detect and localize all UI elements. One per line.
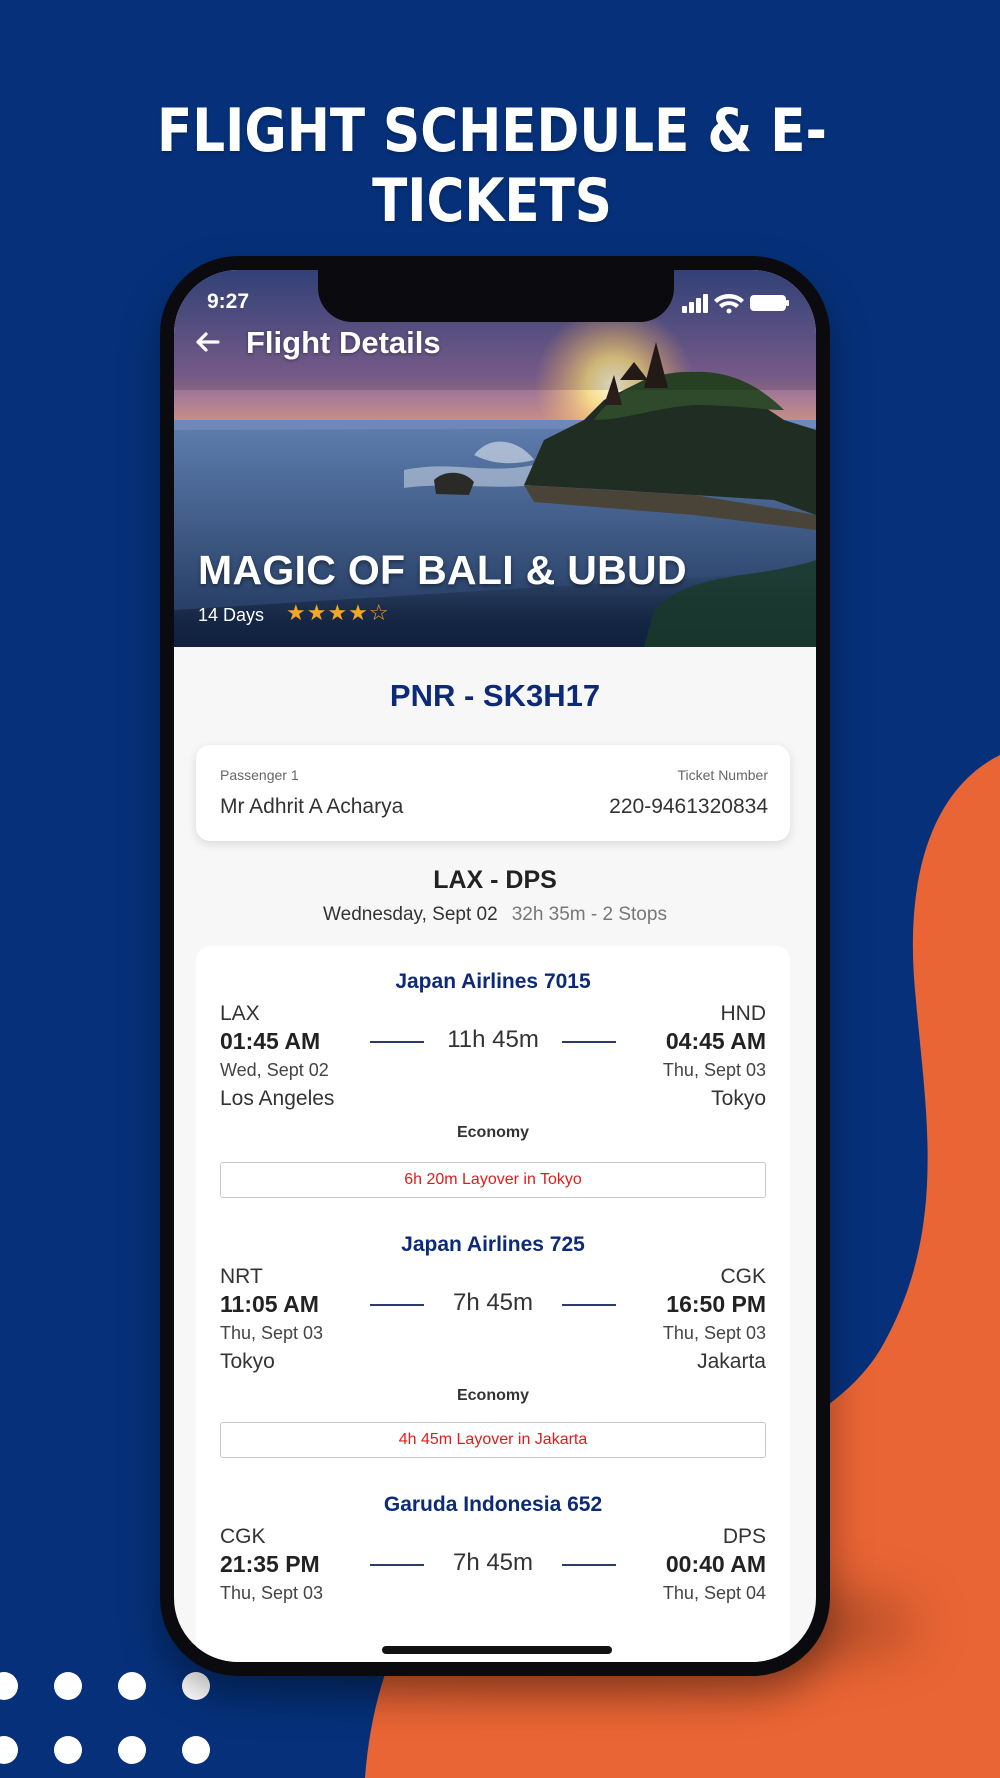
airline-name: Japan Airlines 7015: [395, 970, 591, 993]
arrival-date: Thu, Sept 04: [662, 1583, 766, 1603]
duration-text: 11h 45m: [447, 1026, 539, 1053]
arrival-time: 04:45 AM: [665, 1028, 766, 1054]
airline-name: Japan Airlines 725: [401, 1233, 585, 1256]
layover-notice: 4h 45m Layover in Jakarta: [220, 1422, 766, 1458]
destination-city: Jakarta: [697, 1350, 766, 1373]
flight-itinerary-card: [196, 946, 790, 1662]
status-time: 9:27: [207, 290, 250, 313]
page-title: Flight Details: [246, 325, 441, 360]
flight-duration: [370, 1549, 616, 1579]
app-screen: [174, 270, 816, 1662]
battery-icon: [750, 295, 789, 311]
tour-title: MAGIC OF BALI & UBUD: [198, 547, 687, 593]
origin-city: Los Angeles: [220, 1087, 335, 1110]
departure-date: Thu, Sept 03: [220, 1323, 324, 1343]
departure-date: Wed, Sept 02: [220, 1060, 329, 1080]
departure-time: 01:45 AM: [220, 1028, 321, 1054]
promo-headline: FLIGHT SCHEDULE & E-TICKETS: [157, 96, 827, 236]
airline-name: Garuda Indonesia 652: [383, 1493, 603, 1516]
departure-time: 11:05 AM: [220, 1291, 319, 1317]
ticket-label: Ticket Number: [677, 767, 768, 783]
passenger-card: [196, 745, 790, 841]
signal-icon: [682, 294, 708, 313]
tour-duration: 14 Days: [198, 605, 265, 625]
origin-code: NRT: [220, 1265, 263, 1288]
star-rating: ★★★★☆: [286, 600, 390, 625]
home-indicator[interactable]: [382, 1646, 612, 1654]
destination-code: HND: [720, 1002, 766, 1025]
route-title: LAX - DPS: [433, 866, 557, 894]
phone-notch: [318, 270, 674, 322]
origin-code: LAX: [220, 1002, 260, 1025]
passenger-name: Mr Adhrit A Acharya: [220, 795, 404, 818]
route-date: Wednesday, Sept 02: [323, 904, 498, 925]
pnr-heading: PNR - SK3H17: [389, 678, 601, 713]
arrival-date: Thu, Sept 03: [662, 1323, 766, 1343]
arrival-time: 16:50 PM: [666, 1291, 766, 1317]
departure-date: Thu, Sept 03: [220, 1583, 324, 1603]
destination-code: CGK: [720, 1265, 766, 1288]
arrival-date: Thu, Sept 03: [662, 1060, 766, 1080]
layover-notice: 6h 20m Layover in Tokyo: [220, 1162, 766, 1198]
arrival-time: 00:40 AM: [665, 1551, 766, 1577]
flight-duration: [370, 1026, 616, 1056]
duration-text: 7h 45m: [452, 1549, 534, 1576]
route-summary: 32h 35m - 2 Stops: [511, 904, 667, 925]
back-arrow-icon[interactable]: [188, 322, 228, 362]
departure-time: 21:35 PM: [220, 1551, 320, 1577]
route-subtitle: [174, 904, 816, 926]
flight-duration: [370, 1289, 616, 1319]
origin-city: Tokyo: [220, 1350, 275, 1373]
phone-frame: [160, 256, 830, 1676]
destination-city: Tokyo: [711, 1087, 766, 1110]
cabin-class: Economy: [456, 1387, 529, 1404]
ticket-number: 220-9461320834: [609, 795, 768, 818]
duration-text: 7h 45m: [452, 1289, 534, 1316]
cabin-class: Economy: [456, 1124, 529, 1141]
destination-code: DPS: [722, 1525, 766, 1548]
origin-code: CGK: [220, 1525, 266, 1548]
passenger-label: Passenger 1: [220, 767, 299, 783]
wifi-icon: [714, 294, 744, 314]
status-icons: [682, 292, 790, 319]
